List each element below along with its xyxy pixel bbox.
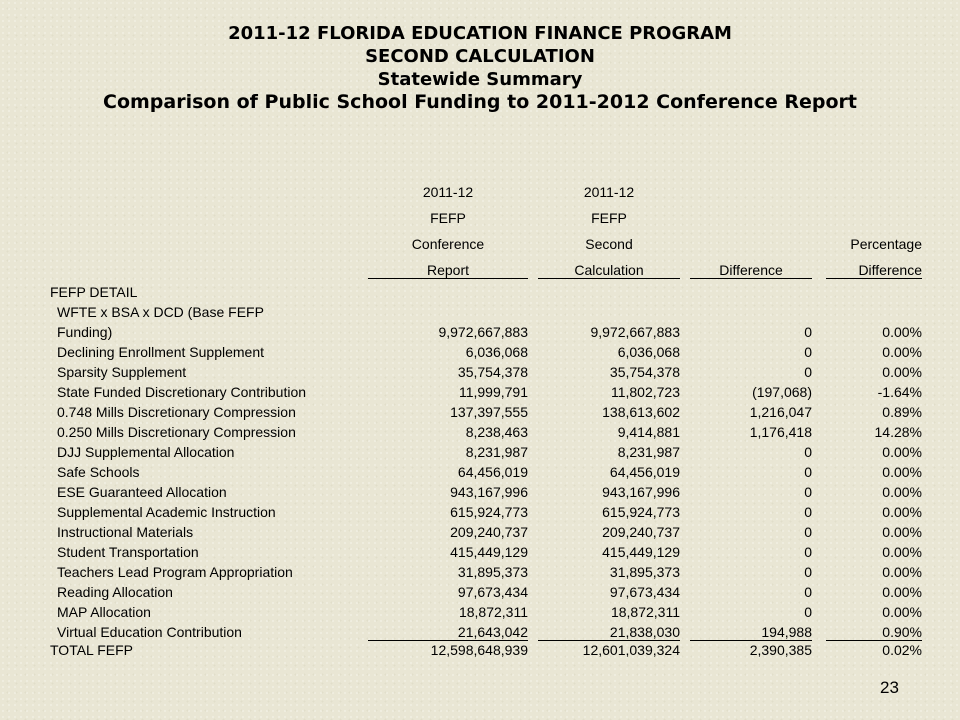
document-title-block (0, 22, 960, 114)
cell-conference: 11,999,791 (458, 384, 528, 400)
cell-second: 64,456,019 (609, 464, 680, 480)
row-label: Safe Schools (57, 464, 140, 480)
cell-conference: 9,972,667,883 (438, 324, 528, 340)
cell-second: 615,924,773 (602, 504, 680, 520)
cell-difference: 1,176,418 (749, 424, 812, 440)
row-label: ESE Guaranteed Allocation (57, 484, 227, 500)
header-cell: Percentage (850, 236, 922, 252)
row-label: Funding) (57, 324, 113, 340)
total-second: 12,601,039,324 (582, 642, 680, 658)
cell-percentage: 0.00% (882, 484, 922, 500)
row-label: Student Transportation (57, 544, 199, 560)
cell-conference: 8,238,463 (465, 424, 528, 440)
title-line-2: SECOND CALCULATION (365, 46, 595, 67)
cell-second: 415,449,129 (602, 544, 680, 560)
cell-percentage: 0.00% (882, 464, 922, 480)
cell-conference: 97,673,434 (457, 584, 528, 600)
cell-conference: 943,167,996 (450, 484, 528, 500)
cell-second: 9,414,881 (617, 424, 680, 440)
cell-percentage: 0.00% (882, 444, 922, 460)
cell-percentage: 0.00% (882, 344, 922, 360)
row-label: DJJ Supplemental Allocation (57, 444, 235, 460)
cell-second: 6,036,068 (617, 344, 680, 360)
cell-difference: 0 (804, 464, 812, 480)
cell-conference: 31,895,373 (457, 564, 528, 580)
row-label: Instructional Materials (57, 524, 194, 540)
cell-difference: 0 (804, 544, 812, 560)
row-label: Supplemental Academic Instruction (57, 504, 276, 520)
cell-conference: 209,240,737 (450, 524, 528, 540)
cell-second: 31,895,373 (609, 564, 680, 580)
row-label: Teachers Lead Program Appropriation (57, 564, 293, 580)
cell-difference: 0 (804, 324, 812, 340)
cell-difference: 194,988 (690, 624, 812, 641)
row-label: Declining Enrollment Supplement (57, 344, 264, 360)
row-label-continued: WFTE x BSA x DCD (Base FEFP (57, 304, 264, 320)
cell-second: 9,972,667,883 (590, 324, 680, 340)
cell-difference: 0 (804, 504, 812, 520)
cell-conference: 615,924,773 (450, 504, 528, 520)
cell-difference: 0 (804, 484, 812, 500)
header-cell: Report (368, 262, 528, 279)
cell-second: 35,754,378 (609, 364, 680, 380)
cell-second: 138,613,602 (602, 404, 680, 420)
cell-percentage: 0.90% (826, 624, 922, 641)
page-number: 23 (880, 678, 899, 697)
cell-difference: 0 (804, 344, 812, 360)
cell-second: 21,838,030 (538, 624, 680, 641)
cell-difference: (197,068) (752, 384, 812, 400)
cell-conference: 6,036,068 (465, 344, 528, 360)
total-percentage: 0.02% (882, 642, 922, 658)
header-cell: 2011-12 (422, 184, 474, 200)
cell-difference: 0 (804, 604, 812, 620)
cell-second: 943,167,996 (602, 484, 680, 500)
row-label: Virtual Education Contribution (57, 624, 242, 640)
cell-difference: 0 (804, 564, 812, 580)
row-label: State Funded Discretionary Contribution (57, 384, 307, 400)
row-label: 0.748 Mills Discretionary Compression (57, 404, 296, 420)
row-label: 0.250 Mills Discretionary Compression (57, 424, 296, 440)
cell-second: 8,231,987 (617, 444, 680, 460)
cell-second: 97,673,434 (609, 584, 680, 600)
row-label: Sparsity Supplement (57, 364, 187, 380)
total-conference: 12,598,648,939 (430, 642, 528, 658)
title-line-4: Comparison of Public School Funding to 2011-2012 Conference Report (103, 91, 857, 113)
row-label: Reading Allocation (57, 584, 173, 600)
cell-second: 11,802,723 (610, 384, 680, 400)
cell-percentage: 0.00% (882, 504, 922, 520)
section-label: FEFP DETAIL (50, 284, 138, 300)
header-cell: Difference (826, 262, 922, 279)
row-label: MAP Allocation (57, 604, 151, 620)
cell-difference: 0 (804, 444, 812, 460)
header-cell: FEFP (591, 210, 627, 226)
cell-percentage: 0.00% (882, 364, 922, 380)
cell-percentage: 0.00% (882, 584, 922, 600)
cell-percentage: 14.28% (874, 424, 922, 440)
title-line-1: 2011-12 FLORIDA EDUCATION FINANCE PROGRAM (228, 23, 732, 44)
cell-conference: 64,456,019 (457, 464, 528, 480)
cell-conference: 137,397,555 (450, 404, 528, 420)
cell-conference: 8,231,987 (465, 444, 528, 460)
cell-second: 18,872,311 (610, 604, 680, 620)
cell-difference: 0 (804, 364, 812, 380)
header-cell: Second (585, 236, 633, 252)
header-cell: Conference (411, 236, 485, 252)
cell-conference: 415,449,129 (450, 544, 528, 560)
cell-difference: 0 (804, 584, 812, 600)
cell-conference: 18,872,311 (458, 604, 528, 620)
cell-second: 209,240,737 (602, 524, 680, 540)
cell-difference: 0 (804, 524, 812, 540)
cell-percentage: 0.00% (882, 604, 922, 620)
header-cell: Calculation (538, 262, 680, 279)
title-line-3: Statewide Summary (377, 69, 583, 90)
cell-conference: 21,643,042 (368, 624, 528, 641)
total-difference: 2,390,385 (749, 642, 812, 658)
total-label: TOTAL FEFP (50, 642, 133, 658)
header-cell: 2011-12 (583, 184, 635, 200)
cell-percentage: 0.00% (882, 324, 922, 340)
cell-percentage: -1.64% (877, 384, 922, 400)
header-cell: FEFP (430, 210, 466, 226)
cell-percentage: 0.89% (882, 404, 922, 420)
cell-conference: 35,754,378 (457, 364, 528, 380)
header-cell: Difference (690, 262, 812, 279)
cell-difference: 1,216,047 (749, 404, 812, 420)
cell-percentage: 0.00% (882, 544, 922, 560)
cell-percentage: 0.00% (882, 524, 922, 540)
cell-percentage: 0.00% (882, 564, 922, 580)
